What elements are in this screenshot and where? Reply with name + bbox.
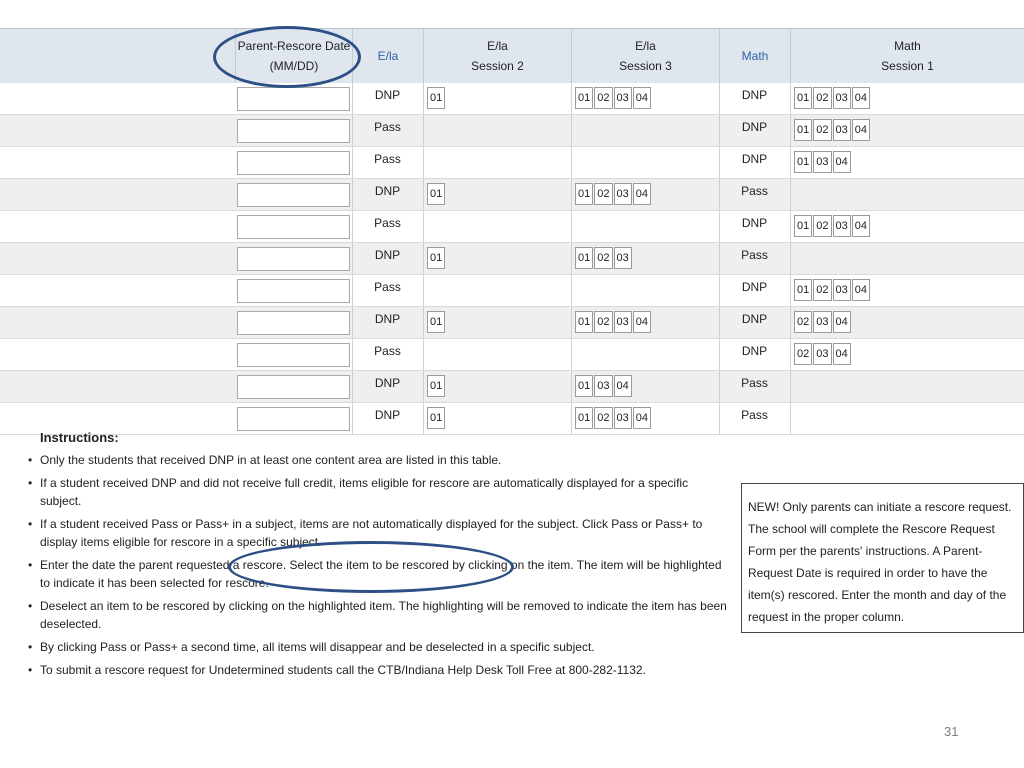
ela-status[interactable]: Pass (374, 120, 401, 134)
item-group-m1 (794, 311, 852, 335)
ela-status[interactable]: Pass (374, 344, 401, 358)
rescore-item-m1[interactable]: 01 (794, 119, 812, 141)
rescore-item-m1[interactable]: 02 (794, 311, 812, 333)
ela-status[interactable]: Pass (374, 280, 401, 294)
parent-rescore-date-input[interactable] (237, 279, 350, 303)
table-cell (423, 275, 571, 306)
header-date-line2: (MM/DD) (269, 59, 319, 73)
bullet-icon: • (28, 558, 33, 572)
ela-status: DNP (374, 376, 401, 390)
rescore-item-m1[interactable]: 03 (833, 119, 851, 141)
ela-status[interactable]: Pass (374, 152, 401, 166)
parent-rescore-date-input[interactable] (237, 87, 350, 111)
item-group-m1 (794, 119, 871, 143)
table-row (0, 307, 1024, 339)
header-date-line1: Parent-Rescore Date (237, 39, 351, 53)
rescore-item-s3[interactable]: 01 (575, 375, 593, 397)
item-group-s3 (575, 407, 652, 431)
math-status: DNP (741, 88, 768, 102)
parent-rescore-date-input[interactable] (237, 311, 350, 335)
rescore-item-s3[interactable]: 04 (633, 311, 651, 333)
item-group-s2 (427, 311, 446, 335)
math-status: DNP (741, 280, 768, 294)
math-status: DNP (741, 312, 768, 326)
header-ela-s3-line2: Session 3 (619, 59, 672, 73)
instruction-item (28, 597, 728, 633)
header-ela[interactable] (352, 29, 423, 83)
item-group-s3 (575, 375, 633, 399)
rescore-item-m1[interactable]: 01 (794, 279, 812, 301)
rescore-item-s2[interactable]: 01 (427, 183, 445, 205)
math-status: DNP (741, 152, 768, 166)
item-group-s3 (575, 87, 652, 111)
rescore-item-m1[interactable]: 04 (852, 87, 870, 109)
item-group-s3 (575, 311, 652, 335)
table-header (0, 28, 1024, 84)
table-row (0, 275, 1024, 307)
instructions-title: Instructions: (40, 430, 119, 445)
parent-rescore-date-input[interactable] (237, 247, 350, 271)
rescore-item-m1[interactable]: 04 (833, 311, 851, 333)
table-cell (571, 115, 719, 146)
bullet-icon: • (28, 517, 33, 531)
rescore-item-m1[interactable]: 01 (794, 215, 812, 237)
ela-status: DNP (374, 312, 401, 326)
table-cell (790, 371, 1024, 402)
header-math-s1-line2: Session 1 (881, 59, 934, 73)
table-cell (423, 211, 571, 242)
rescore-item-m1[interactable]: 02 (813, 215, 831, 237)
table-cell (423, 339, 571, 370)
table-row (0, 83, 1024, 115)
bullet-icon: • (28, 453, 33, 467)
ela-status: DNP (374, 408, 401, 422)
ela-status: DNP (374, 184, 401, 198)
rescore-item-m1[interactable]: 04 (852, 279, 870, 301)
rescore-item-s3[interactable]: 03 (614, 87, 632, 109)
rescore-item-s2[interactable]: 01 (427, 311, 445, 333)
bullet-icon: • (28, 599, 33, 613)
instruction-text: To submit a rescore request for Undetermined students call the CTB/Indiana Help Desk Toll Free at 800-282-1132. (40, 663, 646, 677)
instruction-text: Deselect an item to be rescored by clicking on the highlighted item. The highlighting will be removed to indicate the item has been deselected. (40, 599, 727, 631)
rescore-item-s3[interactable]: 04 (614, 375, 632, 397)
rescore-item-m1[interactable]: 01 (794, 87, 812, 109)
rescore-item-m1[interactable]: 03 (813, 311, 831, 333)
new-rescore-note: NEW! Only parents can initiate a rescore request. The school will complete the Rescore Request Form per the parents' instructions. A Parent-Request Date is required in order to have the item(s) rescored. Enter the month and day of the request in the proper column. (741, 483, 1024, 633)
item-group-m1 (794, 215, 871, 239)
page-number: 31 (944, 724, 959, 739)
instruction-text: If a student received Pass or Pass+ in a subject, items are not automatically displayed for the subject. Click Pass or Pass+ to display items eligible for rescore in a specific subject. (40, 517, 703, 549)
parent-rescore-date-input[interactable] (237, 151, 350, 175)
item-group-m1 (794, 87, 871, 111)
table-row (0, 179, 1024, 211)
header-ela-session2 (423, 29, 571, 83)
rescore-item-m1[interactable]: 04 (833, 343, 851, 365)
instruction-text: If a student received DNP and did not receive full credit, items eligible for rescore are automatically displayed for a specific subject. (40, 476, 689, 508)
rescore-item-s3[interactable]: 03 (614, 407, 632, 429)
rescore-item-s3[interactable]: 02 (594, 183, 612, 205)
parent-rescore-date-input[interactable] (237, 215, 350, 239)
table-cell (571, 275, 719, 306)
item-group-m1 (794, 279, 871, 303)
table-cell (790, 179, 1024, 210)
header-math[interactable] (719, 29, 790, 83)
item-group-s2 (427, 87, 446, 111)
parent-rescore-date-input[interactable] (237, 343, 350, 367)
item-group-m1 (794, 151, 852, 175)
table-row (0, 339, 1024, 371)
rescore-item-m1[interactable]: 04 (852, 119, 870, 141)
instruction-item (28, 638, 728, 656)
table-cell (571, 339, 719, 370)
bullet-icon: • (28, 640, 33, 654)
table-row (0, 371, 1024, 403)
math-status: DNP (741, 344, 768, 358)
rescore-item-m1[interactable]: 03 (833, 215, 851, 237)
instruction-text: Only the students that received DNP in at least one content area are listed in this table. (40, 453, 502, 467)
header-ela-s3-line1: E/la (635, 39, 656, 53)
ela-status: DNP (374, 88, 401, 102)
header-ela-session3 (571, 29, 719, 83)
table-cell (423, 147, 571, 178)
rescore-item-s3[interactable]: 01 (575, 183, 593, 205)
parent-rescore-date-input[interactable] (237, 119, 350, 143)
math-status[interactable]: Pass (741, 248, 768, 262)
rescore-item-s3[interactable]: 03 (594, 375, 612, 397)
item-group-m1 (794, 343, 852, 367)
rescore-item-m1[interactable]: 01 (794, 151, 812, 173)
math-status[interactable]: Pass (741, 408, 768, 422)
rescore-item-m1[interactable]: 03 (813, 343, 831, 365)
rescore-item-m1[interactable]: 03 (833, 279, 851, 301)
instruction-text: Enter the date the parent requested a rescore. Select the item to be rescored by clicking on the item. The item will be highlighted to indicate it has been selected for rescore. (40, 558, 722, 590)
bullet-icon: • (28, 476, 33, 490)
parent-rescore-date-input[interactable] (237, 183, 350, 207)
rescore-item-s3[interactable]: 01 (575, 407, 593, 429)
ela-status: DNP (374, 248, 401, 262)
highlight-oval-date-column (213, 26, 361, 88)
bullet-icon: • (28, 663, 33, 677)
item-group-s3 (575, 247, 633, 271)
rescore-item-s3[interactable]: 02 (594, 87, 612, 109)
rescore-item-m1[interactable]: 02 (813, 87, 831, 109)
item-group-s2 (427, 247, 446, 271)
table-cell (423, 115, 571, 146)
rescore-item-s3[interactable]: 02 (594, 407, 612, 429)
rescore-item-m1[interactable]: 03 (813, 151, 831, 173)
rescore-item-s3[interactable]: 02 (594, 247, 612, 269)
math-status[interactable]: Pass (741, 184, 768, 198)
instruction-text: By clicking Pass or Pass+ a second time, all items will disappear and be deselected in a specific subject. (40, 640, 595, 654)
math-status: DNP (741, 120, 768, 134)
table-row (0, 243, 1024, 275)
rescore-item-m1[interactable]: 04 (833, 151, 851, 173)
rescore-item-s3[interactable]: 04 (633, 407, 651, 429)
parent-rescore-date-input[interactable] (237, 375, 350, 399)
rescore-item-s3[interactable]: 03 (614, 183, 632, 205)
table-row (0, 115, 1024, 147)
header-math-s1-line1: Math (894, 39, 921, 53)
instruction-item (28, 661, 728, 679)
rescore-item-s2[interactable]: 01 (427, 407, 445, 429)
table-cell (790, 403, 1024, 434)
rescore-item-s2[interactable]: 01 (427, 375, 445, 397)
header-math-label: Math (741, 49, 769, 63)
ela-status[interactable]: Pass (374, 216, 401, 230)
item-group-s2 (427, 183, 446, 207)
rescore-item-s3[interactable]: 04 (633, 87, 651, 109)
rescore-item-s3[interactable]: 01 (575, 311, 593, 333)
header-math-session1 (790, 29, 1024, 83)
rescore-item-m1[interactable]: 02 (813, 279, 831, 301)
header-ela-s2-line2: Session 2 (471, 59, 524, 73)
table-cell (571, 211, 719, 242)
highlight-oval-instruction (228, 541, 514, 593)
header-ela-s2-line1: E/la (487, 39, 508, 53)
math-status: DNP (741, 216, 768, 230)
item-group-s3 (575, 183, 652, 207)
table-row (0, 211, 1024, 243)
instruction-item (28, 474, 728, 510)
rescore-item-s3[interactable]: 03 (614, 311, 632, 333)
table-cell (571, 147, 719, 178)
rescore-item-s3[interactable]: 02 (594, 311, 612, 333)
rescore-item-s2[interactable]: 01 (427, 87, 445, 109)
rescore-item-s3[interactable]: 01 (575, 247, 593, 269)
table-cell (790, 243, 1024, 274)
rescore-item-s2[interactable]: 01 (427, 247, 445, 269)
table-row (0, 147, 1024, 179)
rescore-item-m1[interactable]: 02 (813, 119, 831, 141)
instruction-item (28, 451, 728, 469)
math-status[interactable]: Pass (741, 376, 768, 390)
rescore-item-s3[interactable]: 01 (575, 87, 593, 109)
item-group-s2 (427, 407, 446, 431)
rescore-item-m1[interactable]: 04 (852, 215, 870, 237)
parent-rescore-date-input[interactable] (237, 407, 350, 431)
item-group-s2 (427, 375, 446, 399)
rescore-item-s3[interactable]: 04 (633, 183, 651, 205)
rescore-item-m1[interactable]: 02 (794, 343, 812, 365)
header-ela-label: E/la (377, 49, 399, 63)
rescore-item-s3[interactable]: 03 (614, 247, 632, 269)
rescore-item-m1[interactable]: 03 (833, 87, 851, 109)
